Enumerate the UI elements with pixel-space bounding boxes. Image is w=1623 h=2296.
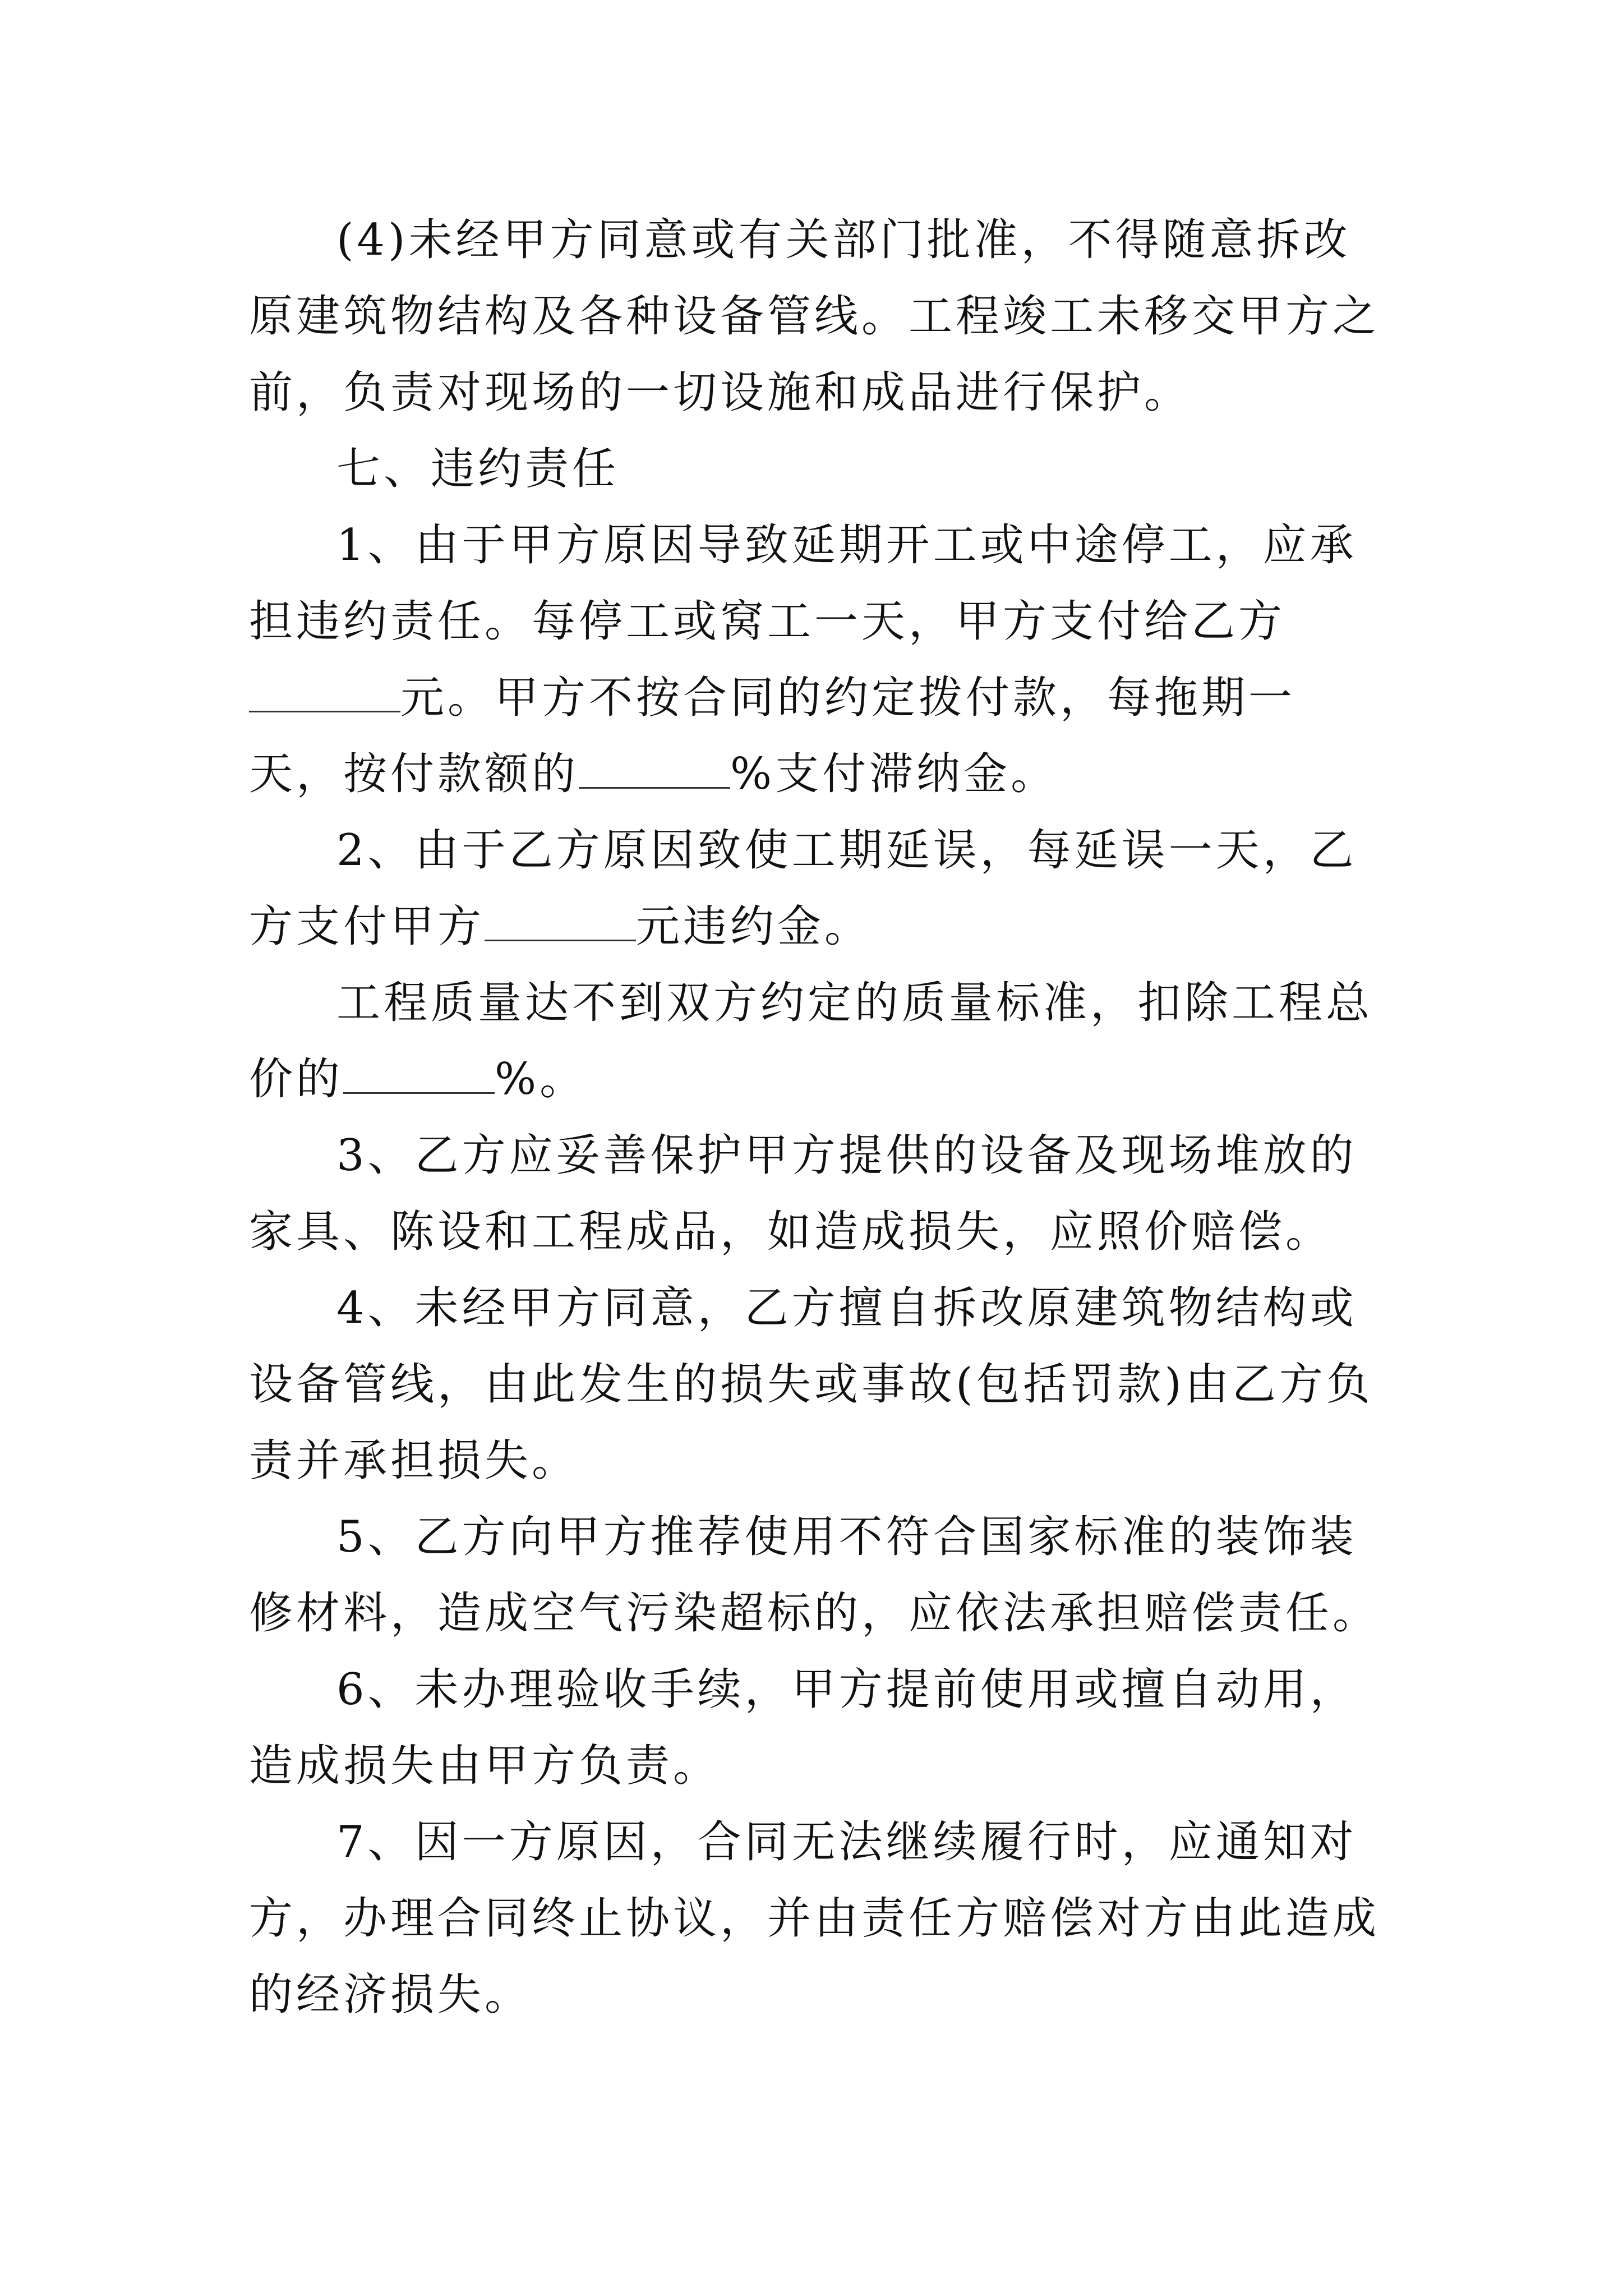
quality-text-a: 工程质量达不到双方约定的质量标准，扣除工程总价的 [249,978,1373,1105]
fill-blank[interactable] [249,677,400,712]
section-heading-breach-liability: 七、违约责任 [336,444,620,494]
document-body [249,202,1382,2033]
item-2-paragraph [249,812,1382,965]
item-6-paragraph: 6、未办理验收手续，甲方提前使用或擅自动用，造成损失由甲方负责。 [249,1664,1357,1791]
item-2-text-a: 2、由于乙方原因致使工期延误，每延误一天，乙方支付甲方 [249,825,1357,952]
item-2-text-b: 元违约金。 [636,901,872,952]
fill-blank[interactable] [343,1059,495,1094]
item-7-paragraph: 7、因一方原因，合同无法继续履行时，应通知对方，办理合同终止协议，并由责任方赔偿对方由此造成的经济损失。 [249,1817,1380,2020]
item-1-text-b: 元。甲方不按合同的约定拨付款，每拖期一天，按付款额的 [249,673,1296,799]
item-1-text-c: %支付滞纳金。 [730,749,1058,799]
quality-penalty-paragraph [249,965,1382,1117]
quality-text-b: %。 [495,1054,587,1105]
item-1-paragraph [249,507,1382,812]
fill-blank[interactable] [579,753,730,789]
clause-4-paragraph: (4)未经甲方同意或有关部门批准，不得随意拆改原建筑物结构及各种设备管线。工程竣工未移交甲方之前，负责对现场的一切设施和成品进行保护。 [249,215,1380,418]
item-5-paragraph: 5、乙方向甲方推荐使用不符合国家标准的装饰装修材料，造成空气污染超标的，应依法承担赔偿责任。 [249,1512,1380,1639]
item-4-paragraph: 4、未经甲方同意，乙方擅自拆改原建筑物结构或设备管线，由此发生的损失或事故(包括罚款)由乙方负责并承担损失。 [249,1283,1373,1486]
fill-blank[interactable] [485,906,636,941]
item-3-paragraph: 3、乙方应妥善保护甲方提供的设备及现场堆放的家具、陈设和工程成品，如造成损失，应照价赔偿。 [249,1130,1357,1257]
item-1-text-a: 1、由于甲方原因导致延期开工或中途停工，应承担违约责任。每停工或窝工一天，甲方支付给乙方 [249,520,1357,647]
